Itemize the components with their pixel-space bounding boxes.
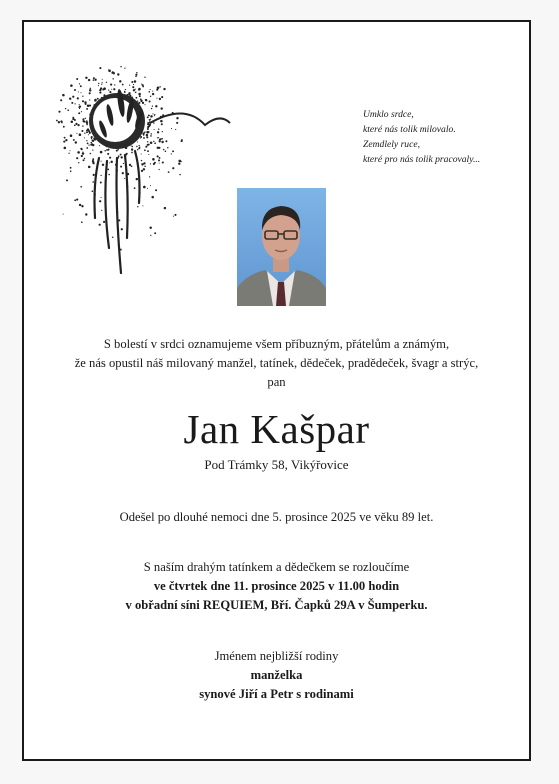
portrait-photo — [237, 188, 326, 306]
poem-line: Umklo srdce, — [363, 109, 414, 120]
family-sons: synové Jiří a Petr s rodinami — [199, 687, 354, 701]
deceased-name: Jan Kašpar — [183, 406, 370, 452]
poem-line: které nás tolik milovalo. — [363, 124, 456, 135]
family-wife: manželka — [250, 668, 303, 682]
intro-text — [22, 335, 531, 392]
farewell-date: ve čtvrtek dne 11. prosince 2025 v 11.00 hodin — [153, 579, 400, 593]
death-notice: Odešel po dlouhé nemoci dne 5. prosince 2025 ve věku 89 let. — [119, 510, 434, 524]
family-intro: Jménem nejbližší rodiny — [214, 649, 339, 663]
farewell-place: v obřadní síni REQUIEM, Bří. Čapků 29A v Šumperku. — [125, 598, 428, 612]
poem-line: které pro nás tolik pracovaly... — [363, 154, 481, 165]
intro-line: že nás opustil náš milovaný manžel, tatínek, dědeček, pradědeček, švagr a strýc, — [74, 356, 479, 370]
sun-reeds-ornament-icon — [55, 63, 235, 283]
intro-line: pan — [267, 375, 286, 389]
poem — [363, 107, 533, 167]
family-signature — [22, 647, 531, 704]
farewell-info — [22, 558, 531, 615]
deceased-address: Pod Trámky 58, Vikýřovice — [204, 457, 349, 472]
poem-line: Zemdlely ruce, — [363, 139, 421, 150]
farewell-intro: S naším drahým tatínkem a dědečkem se rozloučíme — [143, 560, 410, 574]
intro-line: S bolestí v srdci oznamujeme všem příbuzným, přátelům a známým, — [103, 337, 450, 351]
